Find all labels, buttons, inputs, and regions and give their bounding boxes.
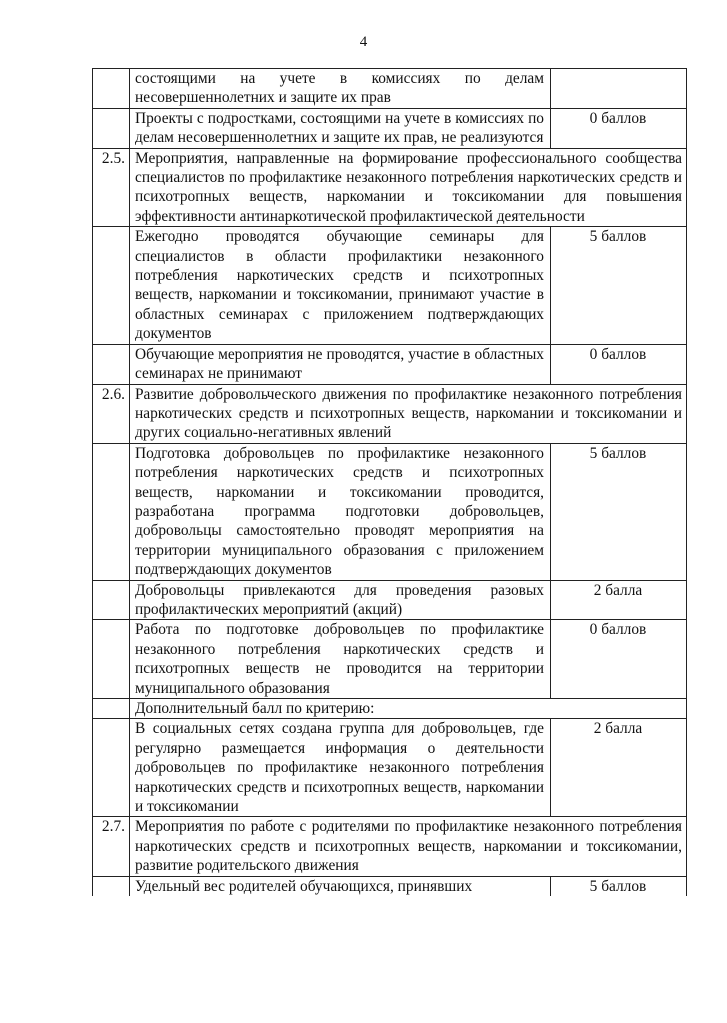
score-value: 0 баллов: [551, 108, 687, 148]
criterion-text: состоящими на учете в комиссиях по делам несовершеннолетних и защите их прав: [130, 69, 551, 109]
section-row: [93, 817, 687, 876]
section-number: 2.6.: [93, 384, 130, 443]
score-value: 0 баллов: [551, 344, 687, 384]
score-value: 0 баллов: [551, 620, 687, 699]
score-value: 5 баллов: [551, 443, 687, 580]
row-number: [93, 69, 130, 109]
section-row: [93, 384, 687, 443]
section-title: Развитие добровольческого движения по профилактике незаконного потребления наркотических средств и психотропных веществ, наркомании и токсикомании и других социально-негативных явлений: [130, 384, 687, 443]
table-row: [93, 719, 687, 817]
table-row: [93, 69, 687, 109]
section-number: 2.7.: [93, 817, 130, 876]
row-number: [93, 580, 130, 620]
row-number: [93, 719, 130, 817]
criteria-table: [92, 68, 687, 896]
bonus-label: Дополнительный балл по критерию:: [130, 699, 687, 719]
table-row: [93, 876, 687, 896]
score-value: 5 баллов: [551, 876, 687, 896]
section-title: Мероприятия, направленные на формирование профессионального сообщества специалистов по профилактике незаконного потребления наркотических средств и психотропных веществ, наркомании и токсикомании для повышения эффективности антинаркотической профилактической деятельности: [130, 148, 687, 227]
row-number: [93, 620, 130, 699]
table-row: [93, 344, 687, 384]
section-number: 2.5.: [93, 148, 130, 227]
criterion-text: Проекты с подростками, состоящими на учете в комиссиях по делам несовершеннолетних и защите их прав, не реализуются: [130, 108, 551, 148]
criterion-text: Удельный вес родителей обучающихся, принявших: [130, 876, 551, 896]
table-row: [93, 580, 687, 620]
row-number: [93, 108, 130, 148]
criterion-text: Подготовка добровольцев по профилактике незаконного потребления наркотических средств и психотропных веществ, наркомании и токсикомании проводится, разработана программа подготовки добровольцев, добровольцы самостоятельно проводят мероприятия на территории муниципального образования с приложением подтверждающих документов: [130, 443, 551, 580]
table-row: [93, 443, 687, 580]
criterion-text: Работа по подготовке добровольцев по профилактике незаконного потребления наркотических средств и психотропных веществ не проводится на территории муниципального образования: [130, 620, 551, 699]
table-row: [93, 227, 687, 344]
row-number: [93, 344, 130, 384]
bonus-row: [93, 699, 687, 719]
row-number: [93, 699, 130, 719]
row-number: [93, 443, 130, 580]
criterion-text: Ежегодно проводятся обучающие семинары для специалистов в области профилактики незаконного потребления наркотических средств и психотропных веществ, наркомании и токсикомании, принимают участие в областных семинарах с приложением подтверждающих документов: [130, 227, 551, 344]
table-row: [93, 620, 687, 699]
row-number: [93, 227, 130, 344]
page-number: 4: [359, 34, 368, 50]
score-value: 2 балла: [551, 580, 687, 620]
criterion-text: Обучающие мероприятия не проводятся, участие в областных семинарах не принимают: [130, 344, 551, 384]
criterion-text: В социальных сетях создана группа для добровольцев, где регулярно размещается информация о деятельности добровольцев по профилактике незаконного потребления наркотических средств и психотропных веществ, наркомании и токсикомании: [130, 719, 551, 817]
section-title: Мероприятия по работе с родителями по профилактике незаконного потребления наркотических средств и психотропных веществ, наркомании и токсикомании, развитие родительского движения: [130, 817, 687, 876]
score-value: [551, 69, 687, 109]
score-value: 2 балла: [551, 719, 687, 817]
row-number: [93, 876, 130, 896]
section-row: [93, 148, 687, 227]
score-value: 5 баллов: [551, 227, 687, 344]
table-row: [93, 108, 687, 148]
criterion-text: Добровольцы привлекаются для проведения разовых профилактических мероприятий (акций): [130, 580, 551, 620]
